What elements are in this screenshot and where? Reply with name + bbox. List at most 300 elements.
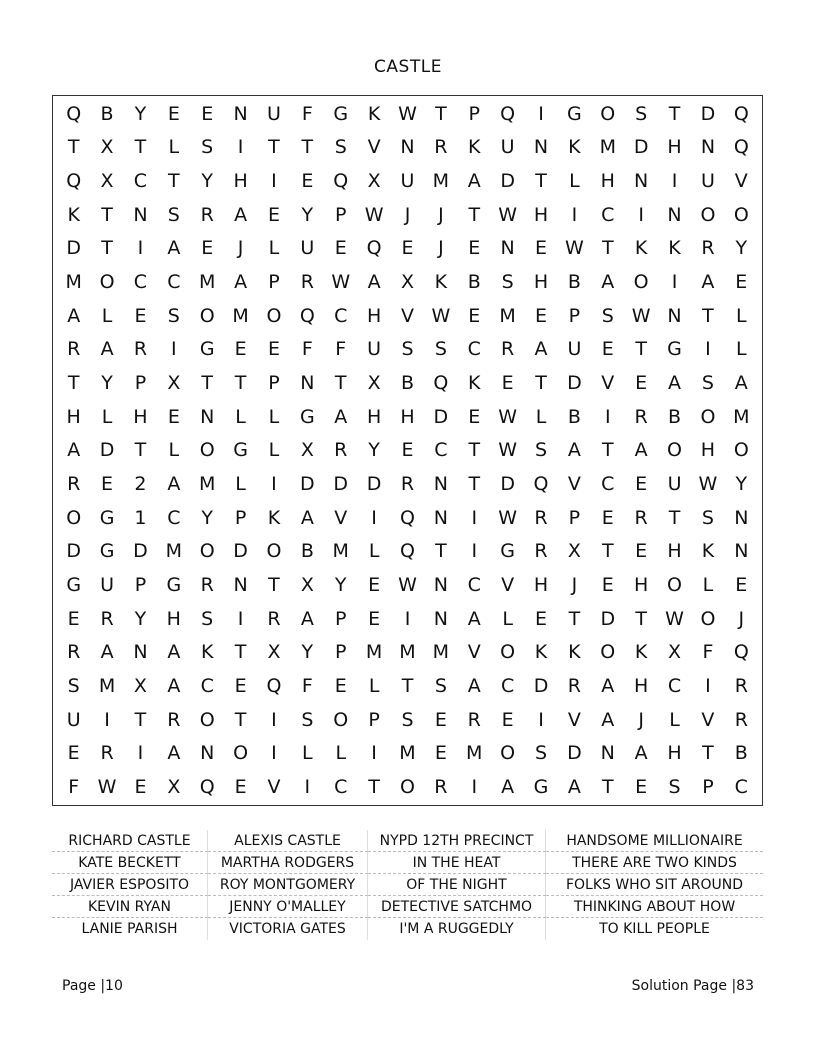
grid-letter: I — [604, 405, 611, 428]
grid-letter: H — [667, 540, 682, 563]
grid-letter: N — [433, 506, 448, 529]
grid-letter: G — [99, 506, 115, 529]
grid-letter: A — [234, 271, 248, 294]
grid-letter: S — [434, 675, 447, 698]
grid-letter: D — [567, 742, 582, 765]
grid-letter: I — [471, 540, 478, 563]
grid-letter: O — [99, 271, 115, 294]
grid-letter: P — [335, 641, 347, 664]
grid-letter: W — [398, 102, 417, 125]
grid-letter: K — [267, 506, 281, 529]
grid-letter: X — [167, 776, 181, 799]
grid-letter: P — [702, 776, 714, 799]
grid-letter: T — [101, 203, 113, 226]
grid-letter: T — [134, 708, 147, 731]
grid-letter: C — [334, 304, 348, 327]
grid-letter: I — [404, 607, 411, 630]
grid-letter: G — [333, 102, 349, 125]
grid-letter: U — [700, 170, 715, 193]
grid-letter: M — [399, 641, 416, 664]
grid-letter: H — [634, 574, 649, 597]
grid-letter: L — [535, 405, 547, 428]
grid-letter: I — [538, 708, 544, 731]
grid-letter: D — [600, 607, 616, 630]
grid-letter: B — [668, 405, 682, 428]
grid-letter: S — [67, 675, 80, 698]
grid-letter: Q — [733, 136, 749, 159]
grid-letter: V — [334, 506, 348, 529]
grid-letter: K — [568, 136, 581, 159]
grid-letter: A — [167, 237, 181, 260]
grid-letter: A — [467, 607, 481, 630]
grid-letter: T — [134, 439, 147, 462]
grid-letter: O — [700, 405, 716, 428]
grid-letter: S — [334, 136, 347, 159]
grid-letter: R — [567, 675, 581, 698]
grid-letter: A — [100, 338, 114, 361]
grid-letter: H — [366, 405, 382, 428]
grid-letter: C — [467, 574, 481, 597]
grid-letter: A — [67, 304, 81, 327]
grid-letter: P — [335, 607, 347, 630]
grid-letter: O — [199, 439, 215, 462]
grid-letter: R — [133, 338, 148, 361]
grid-letter: I — [271, 473, 277, 496]
grid-letter: W — [631, 304, 651, 327]
grid-letter: W — [431, 304, 451, 327]
grid-letter: J — [571, 574, 578, 597]
grid-letter: L — [368, 675, 380, 698]
grid-letter: R — [100, 742, 114, 765]
grid-letter: X — [367, 372, 381, 395]
search-word: VICTORIA GATES — [208, 918, 368, 940]
grid-letter: W — [498, 203, 518, 226]
grid-letter: O — [733, 439, 749, 462]
grid-letter: W — [665, 607, 684, 630]
grid-letter: R — [634, 506, 648, 529]
grid-letter: A — [234, 203, 248, 226]
grid-letter: Y — [301, 203, 314, 226]
grid-letter: E — [67, 742, 80, 765]
grid-letter: D — [333, 473, 349, 496]
grid-letter: R — [434, 776, 448, 799]
grid-letter: I — [137, 237, 144, 260]
grid-letter: I — [237, 136, 244, 159]
grid-letter: G — [199, 338, 215, 361]
grid-letter: C — [601, 203, 615, 226]
grid-letter: B — [567, 271, 581, 294]
grid-letter: O — [266, 540, 282, 563]
grid-letter: L — [268, 237, 280, 260]
grid-letter: R — [701, 237, 715, 260]
grid-letter: I — [104, 708, 110, 731]
grid-letter: T — [268, 136, 280, 159]
grid-letter: L — [502, 607, 513, 630]
grid-letter: K — [634, 641, 648, 664]
grid-letter: T — [601, 439, 614, 462]
search-word: TO KILL PEOPLE — [599, 921, 710, 937]
grid-letter: O — [600, 641, 616, 664]
grid-letter: J — [738, 607, 745, 630]
grid-letter: J — [438, 237, 444, 260]
grid-letter: H — [533, 271, 549, 294]
grid-letter: W — [331, 271, 351, 294]
grid-letter: J — [404, 203, 411, 226]
grid-letter: S — [434, 338, 447, 361]
grid-letter: Q — [366, 237, 382, 260]
grid-letter: N — [533, 136, 549, 159]
grid-letter: N — [433, 473, 448, 496]
grid-letter: L — [569, 170, 580, 193]
grid-letter: D — [66, 237, 81, 260]
grid-letter: C — [500, 675, 515, 698]
grid-letter: X — [300, 439, 314, 462]
grid-letter: G — [500, 540, 515, 563]
search-word: JENNY O'MALLEY — [208, 896, 368, 918]
grid-letter: D — [500, 473, 515, 496]
grid-letter: I — [671, 170, 678, 193]
grid-letter: D — [700, 102, 716, 125]
grid-letter: P — [134, 574, 147, 597]
grid-letter: Q — [500, 102, 516, 125]
grid-letter: A — [100, 641, 114, 664]
grid-letter: N — [300, 372, 315, 395]
grid-letter: R — [467, 708, 481, 731]
grid-letter: N — [634, 170, 649, 193]
grid-letter: P — [368, 708, 380, 731]
grid-letter: T — [702, 742, 714, 765]
grid-letter: D — [433, 405, 449, 428]
grid-letter: C — [334, 776, 348, 799]
grid-letter: K — [468, 136, 481, 159]
grid-letter: E — [368, 607, 381, 630]
page-number: Page |10 — [62, 978, 123, 994]
grid-letter: D — [300, 473, 315, 496]
grid-letter: T — [234, 372, 247, 395]
grid-letter: Y — [134, 607, 147, 630]
grid-letter: N — [200, 742, 215, 765]
grid-letter: E — [67, 607, 80, 630]
grid-letter: O — [667, 574, 683, 597]
grid-letter: X — [300, 574, 314, 597]
grid-letter: I — [705, 675, 711, 698]
grid-letter: U — [500, 136, 515, 159]
grid-letter: V — [501, 574, 515, 597]
grid-letter: T — [67, 136, 80, 159]
grid-letter: U — [567, 338, 582, 361]
grid-letter: Q — [299, 304, 315, 327]
grid-letter: M — [432, 641, 450, 664]
grid-letter: P — [268, 372, 280, 395]
grid-letter: X — [167, 372, 181, 395]
grid-letter: A — [601, 675, 615, 698]
grid-letter: A — [300, 506, 314, 529]
grid-letter: O — [633, 271, 649, 294]
grid-letter: R — [400, 473, 415, 496]
grid-letter: T — [368, 776, 380, 799]
grid-letter: Q — [733, 641, 749, 664]
grid-letter: W — [565, 237, 584, 260]
grid-letter: O — [733, 203, 749, 226]
grid-letter: K — [568, 641, 581, 664]
grid-letter: F — [301, 102, 313, 125]
grid-letter: E — [468, 405, 481, 428]
grid-letter: J — [438, 203, 444, 226]
grid-letter: S — [201, 607, 214, 630]
grid-letter: Y — [134, 102, 147, 125]
grid-letter: N — [667, 304, 682, 327]
grid-letter: H — [600, 170, 615, 193]
grid-letter: K — [534, 641, 548, 664]
grid-letter: X — [133, 675, 147, 698]
grid-letter: A — [167, 675, 181, 698]
grid-letter: L — [268, 405, 280, 428]
grid-letter: F — [301, 338, 313, 361]
grid-letter: L — [702, 574, 714, 597]
grid-letter: Q — [66, 102, 82, 125]
grid-letter: L — [168, 136, 180, 159]
grid-letter: A — [734, 372, 748, 395]
grid-letter: O — [199, 304, 215, 327]
grid-letter: K — [200, 641, 214, 664]
grid-letter: H — [366, 304, 382, 327]
grid-letter: E — [468, 237, 481, 260]
grid-letter: K — [668, 237, 681, 260]
grid-letter: T — [601, 237, 614, 260]
grid-letter: Y — [735, 237, 748, 260]
search-word: THINKING ABOUT HOW — [546, 896, 763, 918]
grid-letter: J — [638, 708, 644, 731]
grid-letter: V — [467, 641, 481, 664]
grid-letter: H — [533, 574, 549, 597]
grid-letter: M — [733, 405, 750, 428]
grid-letter: I — [471, 776, 478, 799]
grid-letter: E — [535, 304, 548, 327]
grid-letter: U — [100, 574, 115, 597]
grid-letter: M — [165, 540, 183, 563]
grid-letter: D — [500, 170, 515, 193]
grid-letter: H — [700, 439, 716, 462]
grid-letter: Y — [334, 574, 347, 597]
grid-letter: C — [434, 439, 448, 462]
grid-letter: L — [736, 338, 747, 361]
grid-letter: E — [167, 102, 180, 125]
grid-letter: W — [498, 439, 518, 462]
grid-letter: E — [267, 338, 280, 361]
grid-letter: M — [65, 271, 82, 294]
grid-letter: E — [434, 708, 447, 731]
grid-letter: P — [568, 506, 581, 529]
grid-letter: I — [271, 742, 277, 765]
grid-letter: O — [500, 641, 516, 664]
grid-letter: S — [167, 203, 180, 226]
grid-letter: D — [567, 372, 582, 395]
grid-letter: C — [133, 170, 148, 193]
grid-letter: M — [432, 170, 450, 193]
grid-letter: S — [167, 304, 180, 327]
grid-letter: E — [601, 506, 614, 529]
grid-letter: N — [500, 237, 515, 260]
search-word: ALEXIS CASTLE — [208, 830, 368, 852]
grid-letter: V — [567, 708, 581, 731]
grid-letter: R — [734, 708, 748, 731]
search-word: LANIE PARISH — [52, 918, 208, 940]
grid-letter: N — [600, 742, 615, 765]
grid-letter: T — [334, 372, 347, 395]
grid-letter: R — [534, 506, 548, 529]
grid-letter: R — [100, 607, 114, 630]
grid-letter: V — [701, 708, 715, 731]
grid-letter: Y — [301, 641, 314, 664]
grid-letter: D — [366, 473, 382, 496]
grid-letter: Q — [400, 506, 415, 529]
grid-letter: V — [567, 473, 581, 496]
grid-letter: O — [233, 742, 249, 765]
grid-letter: M — [199, 473, 216, 496]
grid-letter: C — [467, 338, 481, 361]
grid-letter: X — [267, 641, 281, 664]
grid-letter: Q — [333, 170, 349, 193]
grid-letter: Q — [400, 540, 415, 563]
grid-letter: M — [365, 641, 383, 664]
grid-letter: I — [671, 271, 678, 294]
grid-letter: A — [467, 675, 481, 698]
grid-letter: N — [433, 607, 448, 630]
grid-letter: P — [134, 372, 147, 395]
grid-letter: S — [534, 439, 548, 462]
grid-letter: M — [332, 540, 349, 563]
search-word: THERE ARE TWO KINDS — [546, 852, 763, 874]
grid-letter: U — [667, 473, 682, 496]
grid-letter: E — [601, 338, 614, 361]
grid-letter: K — [634, 237, 648, 260]
grid-letter: Y — [735, 473, 748, 496]
grid-letter: A — [601, 708, 615, 731]
grid-letter: E — [167, 405, 180, 428]
grid-letter: O — [667, 439, 683, 462]
grid-letter: E — [635, 540, 648, 563]
grid-letter: H — [667, 742, 682, 765]
grid-letter: E — [434, 742, 447, 765]
grid-letter: V — [734, 170, 748, 193]
grid-letter: Q — [199, 776, 215, 799]
grid-letter: A — [634, 742, 648, 765]
grid-letter: U — [300, 237, 315, 260]
grid-letter: R — [167, 708, 181, 731]
grid-letter: T — [468, 439, 481, 462]
grid-letter: D — [533, 675, 549, 698]
grid-letter: N — [734, 506, 749, 529]
grid-letter: I — [538, 102, 544, 125]
search-word: KEVIN RYAN — [52, 896, 208, 918]
grid-letter: M — [399, 742, 416, 765]
grid-letter: F — [68, 776, 80, 799]
grid-letter: H — [166, 607, 181, 630]
grid-letter: Q — [533, 473, 549, 496]
grid-letter: E — [334, 675, 347, 698]
grid-letter: Q — [433, 372, 449, 395]
grid-letter: V — [601, 372, 615, 395]
grid-letter: A — [567, 439, 581, 462]
grid-letter: O — [500, 742, 516, 765]
grid-letter: B — [400, 372, 415, 395]
search-word: IN THE HEAT — [368, 852, 546, 874]
grid-letter: A — [601, 271, 615, 294]
grid-letter: R — [334, 439, 348, 462]
grid-letter: W — [398, 574, 417, 597]
grid-letter: N — [200, 405, 215, 428]
grid-letter: C — [601, 473, 615, 496]
grid-letter: E — [501, 372, 514, 395]
grid-letter: Q — [266, 675, 282, 698]
grid-letter: T — [435, 102, 447, 125]
grid-letter: L — [368, 540, 380, 563]
grid-letter: 2 — [134, 473, 147, 496]
search-word: HANDSOME MILLIONAIRE — [546, 830, 763, 852]
grid-letter: M — [466, 742, 483, 765]
grid-letter: E — [334, 237, 347, 260]
grid-letter: U — [267, 102, 281, 125]
grid-letter: B — [567, 405, 581, 428]
grid-letter: I — [638, 203, 644, 226]
grid-letter: R — [434, 136, 448, 159]
grid-letter: M — [98, 675, 116, 698]
grid-letter: B — [467, 271, 481, 294]
grid-letter: R — [501, 338, 515, 361]
grid-letter: T — [535, 372, 547, 395]
grid-letter: X — [567, 540, 581, 563]
grid-letter: V — [267, 776, 281, 799]
grid-letter: F — [335, 338, 347, 361]
grid-letter: W — [498, 506, 518, 529]
grid-letter: 1 — [134, 506, 147, 529]
grid-letter: T — [601, 776, 614, 799]
grid-letter: N — [700, 136, 716, 159]
search-word: ROY MONTGOMERY — [208, 874, 368, 896]
grid-letter: A — [668, 372, 682, 395]
grid-letter: J — [237, 237, 244, 260]
grid-letter: P — [335, 203, 347, 226]
grid-letter: H — [634, 675, 649, 698]
grid-letter: E — [501, 708, 514, 731]
grid-letter: G — [66, 574, 82, 597]
grid-letter: G — [533, 776, 549, 799]
grid-letter: U — [367, 338, 382, 361]
grid-letter: E — [101, 473, 114, 496]
search-word: DETECTIVE SATCHMO — [368, 896, 546, 918]
grid-letter: T — [435, 540, 447, 563]
grid-letter: E — [735, 271, 748, 294]
grid-letter: N — [233, 574, 248, 597]
grid-letter: I — [705, 338, 711, 361]
grid-letter: M — [599, 136, 616, 159]
grid-letter: I — [371, 742, 377, 765]
grid-letter: R — [634, 405, 648, 428]
grid-letter: F — [702, 641, 714, 664]
grid-letter: K — [434, 271, 448, 294]
grid-letter: O — [700, 607, 716, 630]
grid-letter: C — [167, 271, 181, 294]
grid-letter: K — [701, 540, 715, 563]
grid-letter: G — [233, 439, 248, 462]
grid-letter: H — [233, 170, 248, 193]
grid-letter: R — [534, 540, 548, 563]
grid-letter: E — [201, 102, 214, 125]
grid-letter: E — [735, 574, 748, 597]
grid-letter: I — [471, 506, 478, 529]
grid-letter: V — [367, 136, 381, 159]
grid-letter: O — [66, 506, 82, 529]
